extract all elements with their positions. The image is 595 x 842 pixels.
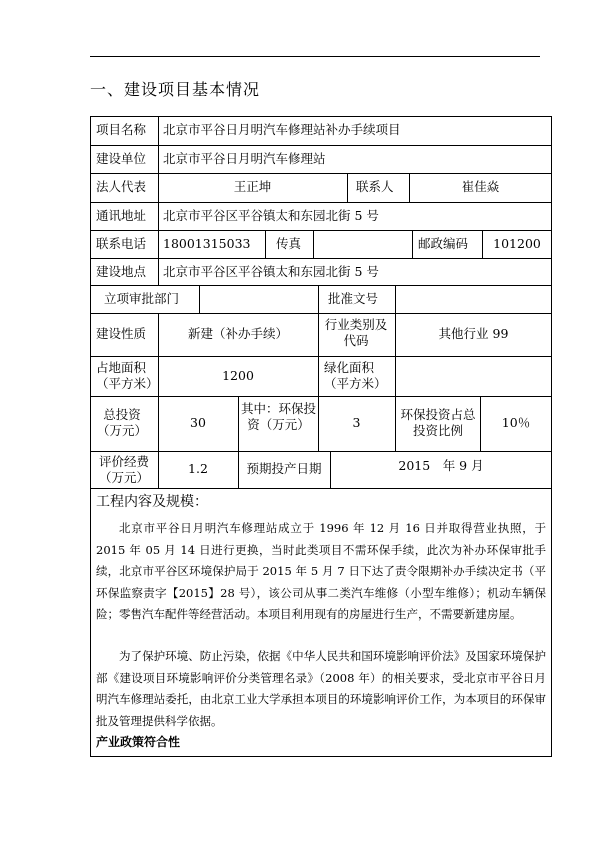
fax-label: 传真 [276, 236, 302, 251]
col-divider [412, 230, 413, 258]
col-divider [395, 285, 396, 313]
row-divider [90, 202, 552, 203]
op-date-value: 2015 年 9 月 [398, 458, 484, 473]
builder-label: 建设单位 [96, 151, 147, 166]
land-area-value: 1200 [222, 368, 254, 383]
builder-value: 北京市平谷日月明汽车修理站 [163, 151, 326, 166]
site-value: 北京市平谷区平谷镇太和东园北街 5 号 [163, 264, 379, 279]
env-invest-value: 3 [352, 415, 361, 430]
row-divider [90, 451, 552, 452]
total-invest-value: 30 [190, 415, 206, 430]
legal-rep-label: 法人代表 [96, 179, 147, 194]
env-ratio-value: 10％ [501, 415, 531, 430]
row-divider [90, 356, 552, 357]
row-divider [90, 145, 552, 146]
col-divider [199, 285, 200, 313]
postcode-value: 101200 [493, 236, 541, 251]
contact-label: 联系人 [356, 179, 394, 194]
project-paragraph-2: 为了保护环境、防止污染，依据《中华人民共和国环境影响评价法》及国家环境保护部《建设项目环境影响评价分类管理名录》（2008 年）的相关要求，受北京市平谷日月明汽车修理站委托，由北京工业大学承担本项目的环境影响评价工作，为本项目的环保审批及管理提供科学依据。 [96, 649, 546, 728]
postcode-label: 邮政编码 [418, 236, 469, 251]
site-label: 建设地点 [96, 264, 147, 279]
section-title: 一、建设项目基本情况 [90, 80, 261, 99]
eval-fee-value: 1.2 [188, 461, 208, 476]
address-label: 通讯地址 [96, 208, 147, 223]
col-divider [347, 173, 348, 202]
row-divider [90, 258, 552, 259]
col-divider [158, 230, 159, 258]
col-divider [395, 356, 396, 396]
op-date-label: 预期投产日期 [246, 461, 322, 476]
row-divider [90, 173, 552, 174]
col-divider [158, 116, 159, 145]
project-content-heading: 工程内容及规模： [96, 494, 208, 510]
col-divider [158, 202, 159, 230]
col-divider [318, 356, 319, 396]
env-ratio-label: 环保投资占总投资比例 [400, 407, 476, 438]
land-area-label: 占地面积（平方米） [96, 360, 159, 391]
project-paragraph-1: 北京市平谷日月明汽车修理站成立于 1996 年 12 月 16 日并取得营业执照，于 2015 年 05 月 14 日进行更换，当时此类项目不需环保手续，此次为补办环保审批手续，北京市平谷区环境保护局于 2015 年 5 月 7 日下达了责令限期补办手续决定书（平环保监察责字【2015】28 号），该公司从事二类汽车维修（小型车维修）；机动车辆保险；零售汽车配件等经营活动。本项目利用现有的房屋进行生产，不需要新建房屋。 [96, 521, 546, 621]
address-value: 北京市平谷区平谷镇太和东园北街 5 号 [163, 208, 379, 223]
nature-value: 新建（补办手续） [187, 326, 288, 341]
row-divider [90, 396, 552, 397]
contact-value: 崔佳焱 [461, 179, 500, 194]
top-rule [90, 56, 540, 57]
col-divider [313, 230, 314, 258]
green-area-label: 绿化面积（平方米） [324, 360, 387, 391]
legal-rep-value: 王正坤 [233, 179, 272, 194]
approval-dept-label: 立项审批部门 [104, 291, 180, 306]
policy-heading: 产业政策符合性 [96, 735, 181, 749]
col-divider [158, 145, 159, 173]
row-divider [90, 488, 552, 489]
phone-label: 联系电话 [96, 236, 147, 251]
phone-value: 18001315033 [163, 236, 251, 251]
eval-fee-label: 评价经费（万元） [98, 454, 149, 485]
nature-label: 建设性质 [96, 326, 147, 341]
total-invest-label: 总投资（万元） [96, 407, 147, 438]
approval-no-label: 批准文号 [328, 291, 379, 306]
col-divider [318, 313, 319, 356]
industry-label: 行业类别及代码 [324, 317, 388, 348]
row-divider [90, 285, 552, 286]
col-divider [238, 396, 239, 451]
col-divider [158, 258, 159, 285]
col-divider [265, 230, 266, 258]
project-name-label: 项目名称 [96, 122, 147, 137]
col-divider [318, 285, 319, 313]
industry-value: 其他行业 99 [438, 326, 509, 341]
col-divider [395, 396, 396, 451]
env-invest-label: 其中：环保投资（万元） [241, 401, 317, 432]
project-name-value: 北京市平谷日月明汽车修理站补办手续项目 [163, 122, 401, 137]
row-divider [90, 313, 552, 314]
